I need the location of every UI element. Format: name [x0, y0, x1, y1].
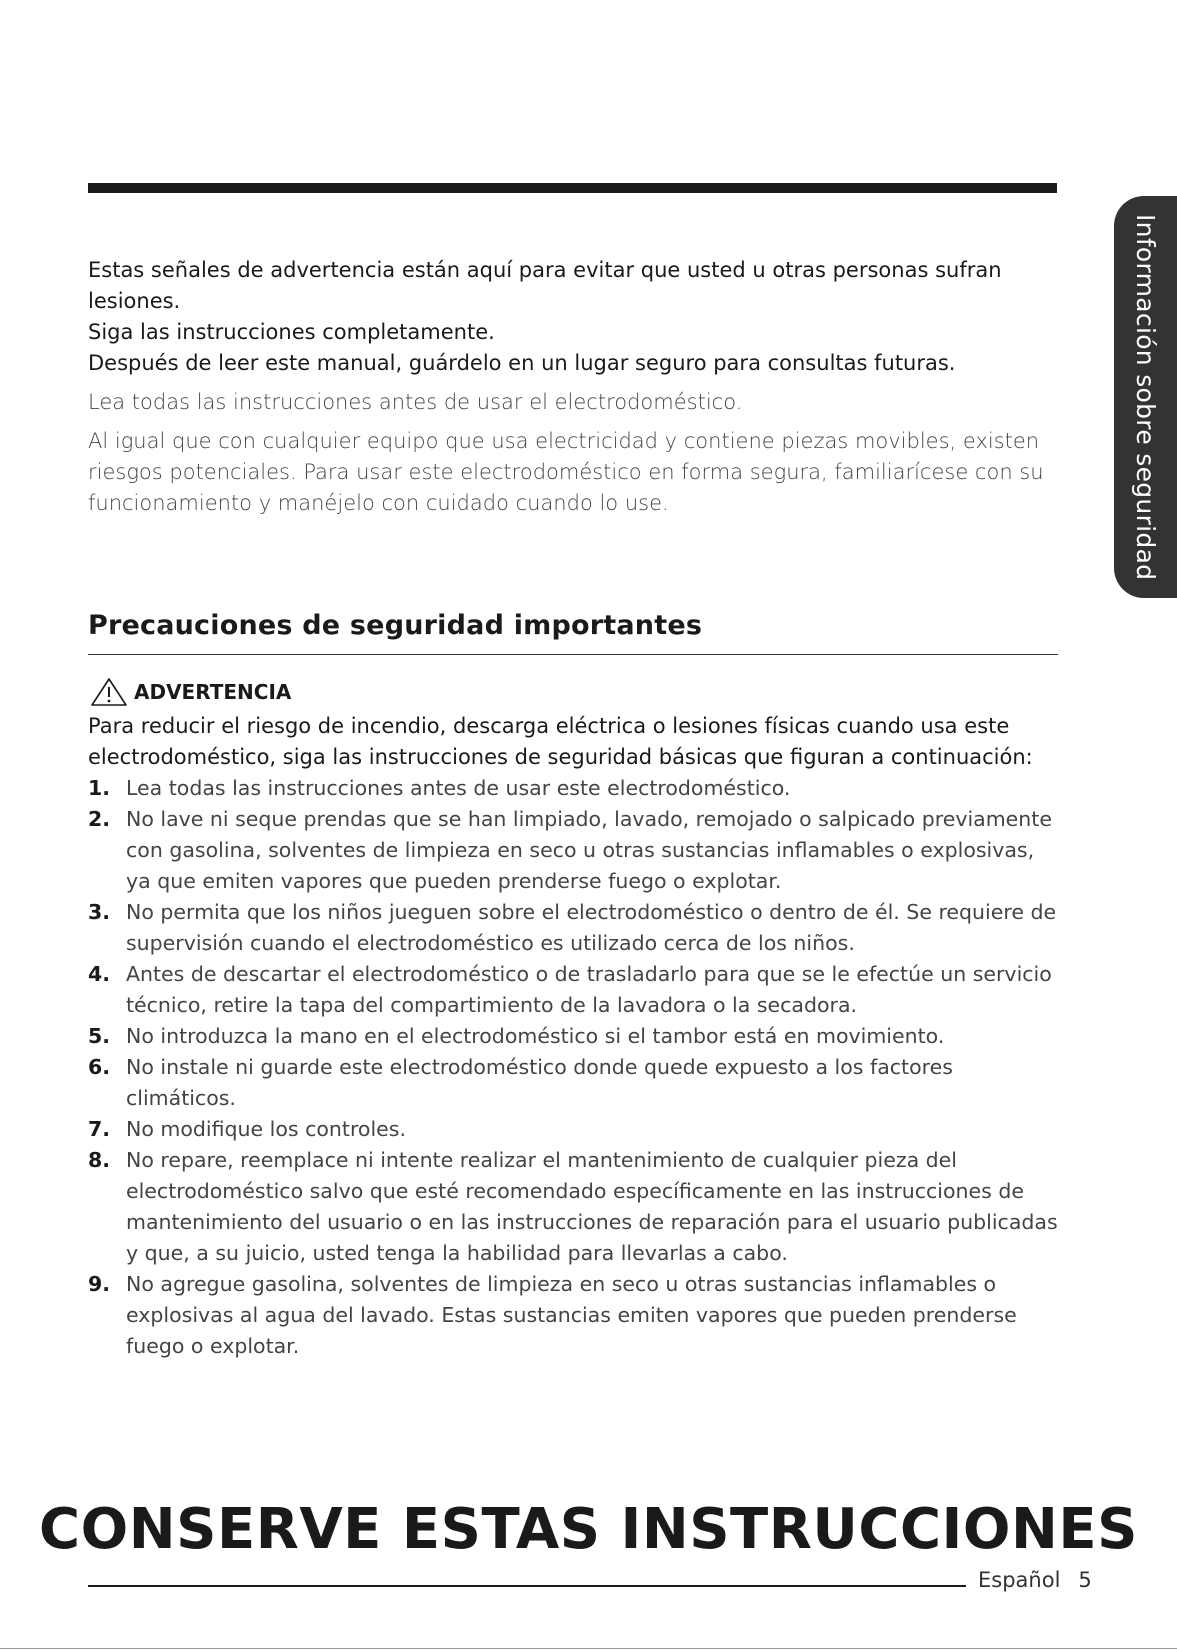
list-item: [88, 1052, 1063, 1114]
top-divider: [88, 183, 1057, 193]
list-item-number: 7.: [88, 1117, 111, 1141]
list-item: [88, 1021, 1063, 1052]
list-item-number: 3.: [88, 900, 111, 924]
list-item-text: No instale ni guarde este electrodoméstico donde quede expuesto a los factores climáticos.: [126, 1055, 953, 1110]
intro-line-4: Lea todas las instrucciones antes de usar el electrodoméstico.: [88, 390, 743, 414]
side-tab-label: Información sobre seguridad: [1131, 213, 1160, 581]
list-item: [88, 1145, 1063, 1269]
footer-divider: [88, 1585, 966, 1587]
list-item-number: 5.: [88, 1024, 111, 1048]
warning-label: ADVERTENCIA: [134, 680, 292, 704]
intro-line-5: Al igual que con cualquier equipo que usa electricidad y contiene piezas movibles, existen riesgos potenciales. Para usar este electrodoméstico en forma segura, familiarícese con su funcionamiento y manéjelo con cuidado cuando lo use.: [88, 429, 1044, 515]
list-item-text: No permita que los niños jueguen sobre el electrodoméstico o dentro de él. Se requiere de supervisión cuando el electrodoméstico es utilizado cerca de los niños.: [126, 900, 1057, 955]
list-item-text: Antes de descartar el electrodoméstico o de trasladarlo para que se le efectúe un servicio técnico, retire la tapa del compartimiento de la lavadora o la secadora.: [126, 962, 1052, 1017]
intro-block: [88, 255, 1058, 519]
page-footer: [978, 1568, 1092, 1592]
list-item: [88, 804, 1063, 897]
conserve-heading: CONSERVE ESTAS INSTRUCCIONES: [39, 1497, 1138, 1562]
list-item-number: 9.: [88, 1272, 111, 1296]
list-item: [88, 773, 1063, 804]
section-divider: [88, 654, 1058, 655]
list-item-text: Lea todas las instrucciones antes de usar este electrodoméstico.: [126, 776, 791, 800]
list-item-number: 4.: [88, 962, 111, 986]
list-item-text: No lave ni seque prendas que se han limpiado, lavado, remojado o salpicado previamente con gasolina, solventes de limpieza en seco u otras sustancias inflamables o explosivas, ya que emiten vapores que pueden prenderse fuego o explotar.: [126, 807, 1052, 893]
page-bottom-edge: [0, 1648, 1177, 1649]
intro-line-1: Estas señales de advertencia están aquí para evitar que usted u otras personas sufran lesiones.: [88, 258, 1002, 313]
intro-line-3: Después de leer este manual, guárdelo en un lugar seguro para consultas futuras.: [88, 351, 956, 375]
list-item: [88, 959, 1063, 1021]
warning-triangle-icon: [90, 677, 128, 707]
warning-lead-text: Para reducir el riesgo de incendio, descarga eléctrica o lesiones físicas cuando usa este electrodoméstico, siga las instrucciones de seguridad básicas que figuran a continuación:: [88, 714, 1033, 769]
list-item-number: 1.: [88, 776, 111, 800]
list-item-text: No agregue gasolina, solventes de limpieza en seco u otras sustancias inflamables o explosivas al agua del lavado. Estas sustancias emiten vapores que pueden prenderse fuego o explotar.: [126, 1272, 1017, 1358]
list-item-number: 6.: [88, 1055, 111, 1079]
section-side-tab: [1114, 196, 1177, 598]
list-item-text: No repare, reemplace ni intente realizar el mantenimiento de cualquier pieza del electrodoméstico salvo que esté recomendado específicamente en las instrucciones de mantenimiento del usuario o en las instrucciones de reparación para el usuario publicadas y que, a su juicio, usted tenga la habilidad para llevarlas a cabo.: [126, 1148, 1058, 1265]
intro-line-2: Siga las instrucciones completamente.: [88, 320, 495, 344]
list-item-text: No modifique los controles.: [126, 1117, 406, 1141]
list-item: [88, 897, 1063, 959]
warning-heading: [90, 677, 291, 707]
safety-instructions-list: [88, 773, 1063, 1362]
page-number: 5: [1078, 1568, 1092, 1592]
list-item: [88, 1114, 1063, 1145]
list-item: [88, 1269, 1063, 1362]
footer-language: Español: [978, 1568, 1061, 1592]
list-item-text: No introduzca la mano en el electrodoméstico si el tambor está en movimiento.: [126, 1024, 945, 1048]
list-item-number: 8.: [88, 1148, 111, 1172]
list-item-number: 2.: [88, 807, 111, 831]
section-title: Precauciones de seguridad importantes: [88, 610, 703, 641]
